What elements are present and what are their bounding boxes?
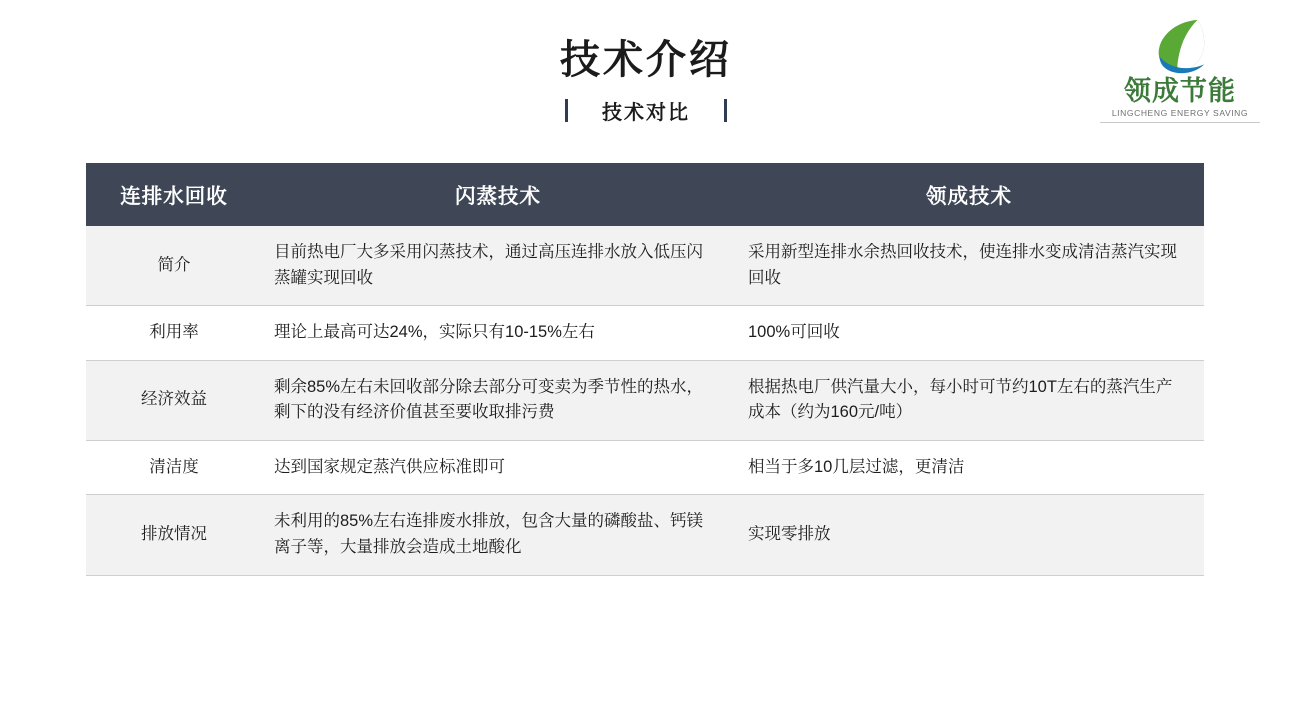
leaf-logo-icon	[1149, 14, 1211, 76]
logo-company-name: 领成节能	[1124, 76, 1236, 107]
row-label: 利用率	[86, 306, 262, 361]
slide-header	[0, 0, 1292, 150]
table-header-row	[86, 163, 1204, 226]
table-header	[86, 163, 1204, 226]
table-bottom-rule	[86, 575, 1204, 576]
row-lingcheng-cell: 采用新型连排水余热回收技术，使连排水变成清洁蒸汽实现回收	[734, 226, 1204, 306]
table-row	[86, 226, 1204, 306]
column-header-category: 连排水回收	[86, 163, 262, 226]
row-flash-cell: 达到国家规定蒸汽供应标准即可	[262, 440, 734, 495]
comparison-table-wrapper	[86, 163, 1204, 576]
row-lingcheng-cell: 相当于多10几层过滤，更清洁	[734, 440, 1204, 495]
row-label: 经济效益	[86, 360, 262, 440]
row-label: 排放情况	[86, 495, 262, 575]
row-lingcheng-cell: 实现零排放	[734, 495, 1204, 575]
table-row	[86, 360, 1204, 440]
row-flash-cell: 剩余85%左右未回收部分除去部分可变卖为季节性的热水，剩下的没有经济价值甚至要收取排污费	[262, 360, 734, 440]
logo-underline	[1100, 122, 1260, 123]
row-label: 清洁度	[86, 440, 262, 495]
subtitle-row	[0, 96, 1292, 125]
column-header-lingcheng: 领成技术	[734, 163, 1204, 226]
row-flash-cell: 未利用的85%左右连排废水排放，包含大量的磷酸盐、钙镁离子等，大量排放会造成土地酸化	[262, 495, 734, 575]
table-body	[86, 226, 1204, 575]
comparison-table	[86, 163, 1204, 575]
row-flash-cell: 目前热电厂大多采用闪蒸技术，通过高压连排水放入低压闪蒸罐实现回收	[262, 226, 734, 306]
row-lingcheng-cell: 100%可回收	[734, 306, 1204, 361]
row-lingcheng-cell: 根据热电厂供汽量大小，每小时可节约10T左右的蒸汽生产成本（约为160元/吨）	[734, 360, 1204, 440]
table-row	[86, 495, 1204, 575]
company-logo	[1100, 14, 1260, 123]
table-row	[86, 440, 1204, 495]
row-flash-cell: 理论上最高可达24%，实际只有10-15%左右	[262, 306, 734, 361]
left-divider-bar	[565, 99, 568, 122]
logo-company-subtitle: LINGCHENG ENERGY SAVING	[1111, 108, 1249, 119]
table-row	[86, 306, 1204, 361]
page-subtitle: 技术对比	[602, 102, 690, 124]
right-divider-bar	[724, 99, 727, 122]
row-label: 简介	[86, 226, 262, 306]
title-block	[0, 38, 1292, 125]
column-header-flash: 闪蒸技术	[262, 163, 734, 226]
page-title: 技术介绍	[560, 36, 732, 83]
